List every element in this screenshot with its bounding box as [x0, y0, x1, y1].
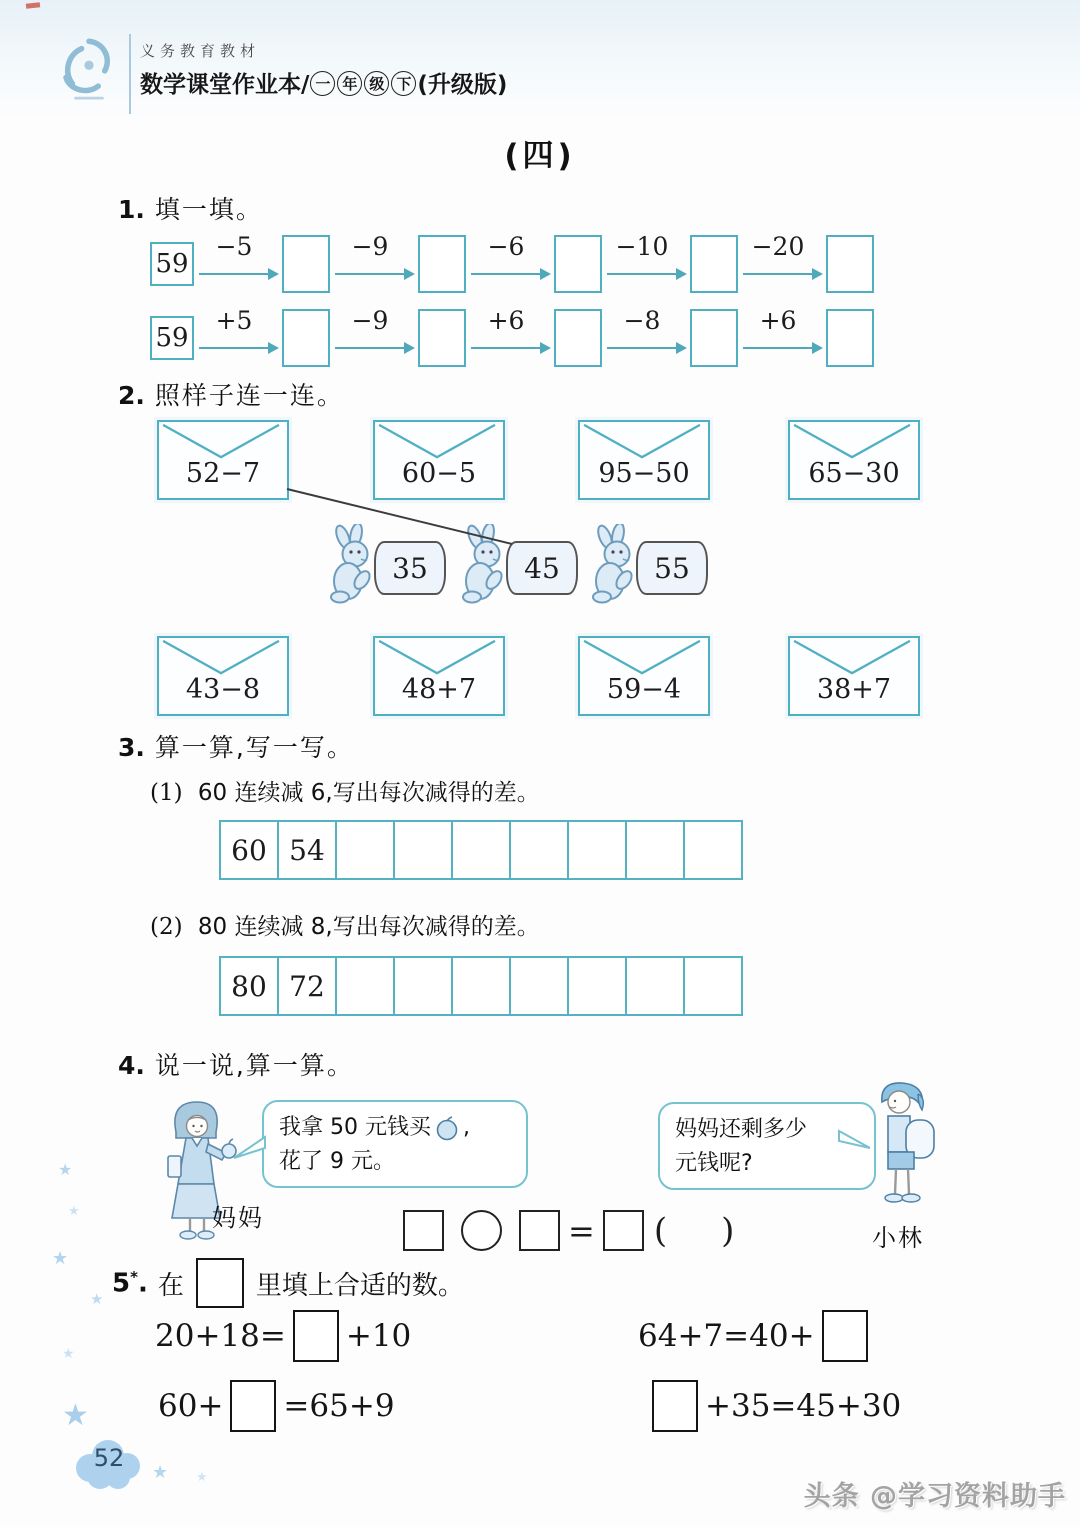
- arrow-shaft-icon: [743, 273, 814, 275]
- operation-label: +6: [759, 306, 797, 335]
- question-prompt: 算一算,写一写。: [154, 733, 354, 762]
- equation-text: 60+: [158, 1388, 224, 1424]
- rabbit-icon: [460, 524, 510, 608]
- answer-box: [230, 1380, 276, 1432]
- arrow-head-icon: [404, 268, 415, 280]
- arrow-head-icon: [676, 342, 687, 354]
- part-text: 60 连续减 6,写出每次减得的差。: [197, 780, 540, 806]
- question-3-heading: [118, 728, 354, 764]
- publisher-logo-icon: [52, 30, 126, 108]
- expression-envelope: [788, 636, 920, 716]
- question-prompt: 说一说,算一算。: [154, 1051, 354, 1080]
- envelope-row-top: [0, 420, 1080, 500]
- arrow-head-icon: [812, 342, 823, 354]
- question-3-part-1: [150, 774, 540, 807]
- envelope-flap-icon: [159, 422, 283, 460]
- operation-label: −9: [351, 306, 389, 335]
- star-decoration: [68, 1204, 80, 1219]
- operation-arrow: [469, 232, 551, 296]
- envelope-flap-icon: [790, 638, 914, 676]
- book-title-suffix: (升级版): [417, 72, 508, 98]
- watermark: 头条 @学习资料助手: [803, 1481, 1066, 1512]
- number-sentence-row: [403, 1210, 734, 1251]
- question-number: 1.: [118, 195, 145, 224]
- answer-box: [519, 1210, 560, 1251]
- answer-box: [826, 309, 874, 367]
- answer-cell: [685, 822, 741, 878]
- star-decoration: [152, 1462, 168, 1483]
- answer-box: [826, 235, 874, 293]
- rabbit-illustration: [590, 524, 640, 608]
- expression-envelope: [788, 420, 920, 500]
- answer-cell: [395, 822, 453, 878]
- drum-number: 35: [374, 541, 446, 595]
- star-decoration: [62, 1346, 75, 1362]
- answer-box: [418, 309, 466, 367]
- answer-box: [196, 1258, 244, 1308]
- equation-text: 20+18=: [155, 1318, 286, 1354]
- answer-cell: [453, 822, 511, 878]
- book-title: [140, 66, 507, 99]
- envelope-flap-icon: [580, 422, 704, 460]
- rabbit-illustration: [328, 524, 378, 608]
- answer-cell: 54: [279, 822, 337, 878]
- answer-box: [554, 309, 602, 367]
- answer-cell: [627, 822, 685, 878]
- expression-envelope: [578, 420, 710, 500]
- answer-box: [282, 309, 330, 367]
- question-2-heading: [118, 376, 344, 412]
- arrow-head-icon: [676, 268, 687, 280]
- question-4-heading: [118, 1046, 354, 1082]
- envelope-row-bottom: [0, 636, 1080, 716]
- answer-box: [403, 1210, 444, 1251]
- operation-arrow: [333, 232, 415, 296]
- arrow-shaft-icon: [743, 347, 814, 349]
- answer-cell: [569, 958, 627, 1014]
- operation-arrow: [333, 306, 415, 370]
- answer-cell: [511, 822, 569, 878]
- arrow-head-icon: [404, 342, 415, 354]
- star-decoration: [52, 1248, 68, 1269]
- expression-envelope: [578, 636, 710, 716]
- question-number: 3.: [118, 733, 145, 762]
- fill-in-equation: [645, 1380, 901, 1432]
- equation-text: +35=45+30: [705, 1388, 902, 1424]
- answer-strip-table: [219, 820, 743, 880]
- fill-in-equation: [158, 1380, 395, 1432]
- answer-cell: [627, 958, 685, 1014]
- envelope-expression: 95−50: [598, 458, 690, 489]
- answer-cell: [453, 958, 511, 1014]
- envelope-expression: 52−7: [185, 458, 261, 489]
- rabbit-icon: [590, 524, 640, 608]
- part-text: 80 连续减 8,写出每次减得的差。: [197, 914, 540, 940]
- page-number: 52: [93, 1444, 125, 1472]
- expression-envelope: [157, 636, 289, 716]
- difficulty-star: *: [130, 1267, 138, 1286]
- expression-envelope: [373, 636, 505, 716]
- arrow-shaft-icon: [199, 347, 270, 349]
- bubble-text: 妈妈还剩多少: [675, 1117, 808, 1142]
- operation-arrow: [197, 232, 279, 296]
- answer-box: [690, 235, 738, 293]
- answer-cell: [685, 958, 741, 1014]
- operation-label: −9: [351, 232, 389, 261]
- series-label: 义务教育教材: [140, 42, 261, 60]
- operation-label: −10: [615, 232, 669, 261]
- operation-label: −20: [751, 232, 805, 261]
- number-chain-row: [150, 232, 874, 296]
- equation-text: =65+9: [283, 1388, 395, 1424]
- mother-speech-bubble: [262, 1100, 528, 1188]
- arrow-shaft-icon: [335, 273, 406, 275]
- apple-icon: [434, 1115, 460, 1141]
- envelope-expression: 43−8: [185, 674, 261, 705]
- envelope-flap-icon: [580, 638, 704, 676]
- prompt-before-box: 在: [157, 1270, 184, 1301]
- question-number: 5*.: [112, 1267, 148, 1299]
- arrow-head-icon: [540, 342, 551, 354]
- envelope-expression: 59−4: [606, 674, 682, 705]
- answer-cell: 80: [221, 958, 279, 1014]
- answer-cell: [337, 822, 395, 878]
- question-3-part-2: [150, 908, 540, 941]
- envelope-flap-icon: [159, 638, 283, 676]
- operation-label: +6: [487, 306, 525, 335]
- envelope-expression: 65−30: [808, 458, 900, 489]
- arrow-shaft-icon: [607, 347, 678, 349]
- star-decoration: [62, 1398, 89, 1433]
- envelope-expression: 48+7: [401, 674, 477, 705]
- boy-illustration: [866, 1078, 944, 1223]
- envelope-expression: 38+7: [816, 674, 892, 705]
- question-number: 4.: [118, 1051, 145, 1080]
- expression-envelope: [373, 420, 505, 500]
- arrow-shaft-icon: [199, 273, 270, 275]
- answer-box: [293, 1310, 339, 1362]
- operation-label: −8: [623, 306, 661, 335]
- fill-in-equation: [155, 1310, 411, 1362]
- question-1-heading: [118, 190, 263, 226]
- arrow-head-icon: [540, 268, 551, 280]
- bubble-text: ,: [462, 1115, 470, 1140]
- answer-cell: [569, 822, 627, 878]
- operation-arrow: [605, 306, 687, 370]
- grade-circle-char: 下: [391, 71, 416, 96]
- number-chain-row: [150, 306, 874, 370]
- star-decoration: [90, 1290, 103, 1308]
- operation-arrow: [605, 232, 687, 296]
- book-header: [140, 40, 507, 99]
- arrow-shaft-icon: [335, 347, 406, 349]
- operation-arrow: [197, 306, 279, 370]
- operator-circle: [461, 1210, 502, 1251]
- envelope-flap-icon: [790, 422, 914, 460]
- answer-cell: [511, 958, 569, 1014]
- arrow-head-icon: [268, 268, 279, 280]
- envelope-flap-icon: [375, 638, 499, 676]
- rabbit-icon: [328, 524, 378, 608]
- page-title: (四): [504, 138, 576, 174]
- arrow-head-icon: [812, 268, 823, 280]
- question-prompt: 填一填。: [154, 195, 263, 224]
- page-number-cloud: [70, 1434, 148, 1490]
- equation-text: +10: [345, 1318, 412, 1354]
- equation-text: 64+7=40+: [638, 1318, 815, 1354]
- operation-arrow: [741, 232, 823, 296]
- arrow-head-icon: [268, 342, 279, 354]
- envelope-expression: 60−5: [401, 458, 477, 489]
- answer-cell: 72: [279, 958, 337, 1014]
- star-decoration: [58, 1160, 72, 1179]
- grade-circle-char: 级: [364, 71, 389, 96]
- equals-sign: =: [568, 1211, 595, 1250]
- answer-box: [690, 309, 738, 367]
- unit-paren-close: ): [721, 1210, 735, 1251]
- answer-strip-table: [219, 956, 743, 1016]
- answer-box: [554, 235, 602, 293]
- operation-label: −5: [215, 232, 253, 261]
- arrow-shaft-icon: [471, 273, 542, 275]
- operation-arrow: [741, 306, 823, 370]
- boy-name-label: 小林: [872, 1224, 924, 1252]
- answer-box: [418, 235, 466, 293]
- answer-cell: [337, 958, 395, 1014]
- chain-start-value: 59: [150, 316, 194, 360]
- answer-cell: 60: [221, 822, 279, 878]
- prompt-after-box: 里填上合适的数。: [255, 1270, 464, 1301]
- part-label: (1): [150, 780, 183, 806]
- grade-circle-char: 年: [337, 71, 362, 96]
- operation-arrow: [469, 306, 551, 370]
- arrow-shaft-icon: [471, 347, 542, 349]
- grade-circle-char: 一: [310, 71, 335, 96]
- operation-label: −6: [487, 232, 525, 261]
- mother-name-label: 妈妈: [212, 1204, 264, 1232]
- drum-number: 55: [636, 541, 708, 595]
- question-prompt: 照样子连一连。: [154, 381, 344, 410]
- rabbit-illustration: [460, 524, 510, 608]
- answer-box: [603, 1210, 644, 1251]
- bubble-text: 我拿 50 元钱买: [279, 1115, 431, 1140]
- arrow-shaft-icon: [607, 273, 678, 275]
- answer-box: [822, 1310, 868, 1362]
- drum-number: 45: [506, 541, 578, 595]
- answer-cell: [395, 958, 453, 1014]
- envelope-flap-icon: [375, 422, 499, 460]
- header-divider: [129, 34, 131, 114]
- chain-start-value: 59: [150, 242, 194, 286]
- expression-envelope: [157, 420, 289, 500]
- answer-box: [652, 1380, 698, 1432]
- star-decoration: [196, 1470, 208, 1485]
- bubble-text: 元钱呢?: [675, 1151, 753, 1177]
- speech-tail-icon: [232, 1134, 266, 1162]
- question-number: 2.: [118, 381, 145, 410]
- grade-circled-chars: [309, 69, 417, 96]
- book-title-prefix: 数学课堂作业本/: [140, 72, 310, 98]
- part-label: (2): [150, 914, 183, 940]
- bubble-text: 花了 9 元。: [279, 1149, 395, 1175]
- question-5-heading: [112, 1258, 464, 1308]
- fill-in-equation: [638, 1310, 875, 1362]
- unit-paren-open: (: [653, 1210, 668, 1251]
- answer-box: [282, 235, 330, 293]
- operation-label: +5: [215, 306, 253, 335]
